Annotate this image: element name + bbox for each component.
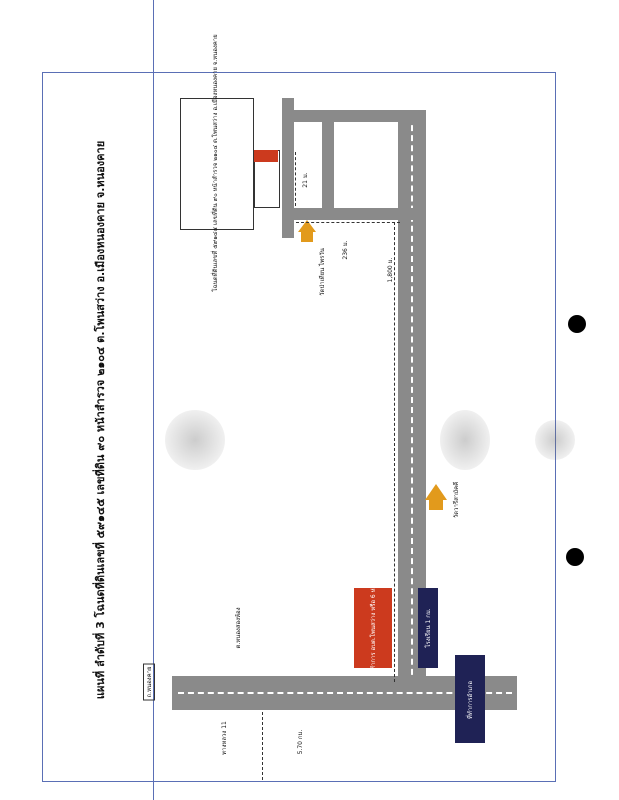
map-title: แผนที่ ลำดับที่ 3 โฉนดที่ดินเลขที่ ๕๙๑๔๕ เลขที่ดิน ๙๐ หน้าสำรวจ ๒๑๐๔ ต.โพนสว่าง อ.เมืองหนองคาย จ.หนองคาย <box>94 140 107 700</box>
dist-21-label: 21 ม. <box>302 172 309 188</box>
temple-icon-2 <box>425 484 447 510</box>
temple-1-label: วัดป่าเทียน ไพรวัน <box>319 248 326 296</box>
lot-label: โฉนดที่ดินเลขที่ ๕๙๑๔๕ เลขที่ดิน ๙๐ หน้าสำรวจ ๒๑๐๔ ต.โพนสว่าง อ.เมืองหนองคาย จ.หนองคาย <box>212 34 219 292</box>
road-label-top: ถ.หนองคาย <box>143 663 155 700</box>
temple-icon-1 <box>298 220 316 242</box>
dist-1800-line <box>394 222 395 682</box>
dist-570-label: 5.70 กม. <box>297 729 304 755</box>
temple-2-label: วัดวารีสามัคคี <box>453 481 460 519</box>
dist-21-line <box>295 152 296 206</box>
dist-570-line <box>262 712 263 780</box>
office-box-label: ที่ทำการ อบต.โพนสว่าง หรือ 6 ห่าง <box>370 582 377 674</box>
dist-1800-label: 1,800 ม. <box>387 257 394 283</box>
district-office-label: ที่ทำการอำเภอ <box>467 680 474 720</box>
school-box-label: โรงเรียน 1 กม. <box>425 608 432 648</box>
dist-236-label: 236 ม. <box>342 240 349 260</box>
road-label-left: ต.หนองสองห้อง <box>235 607 242 649</box>
junction-label: ทางหลวง 11 <box>221 721 228 755</box>
dist-236-line <box>296 222 400 223</box>
